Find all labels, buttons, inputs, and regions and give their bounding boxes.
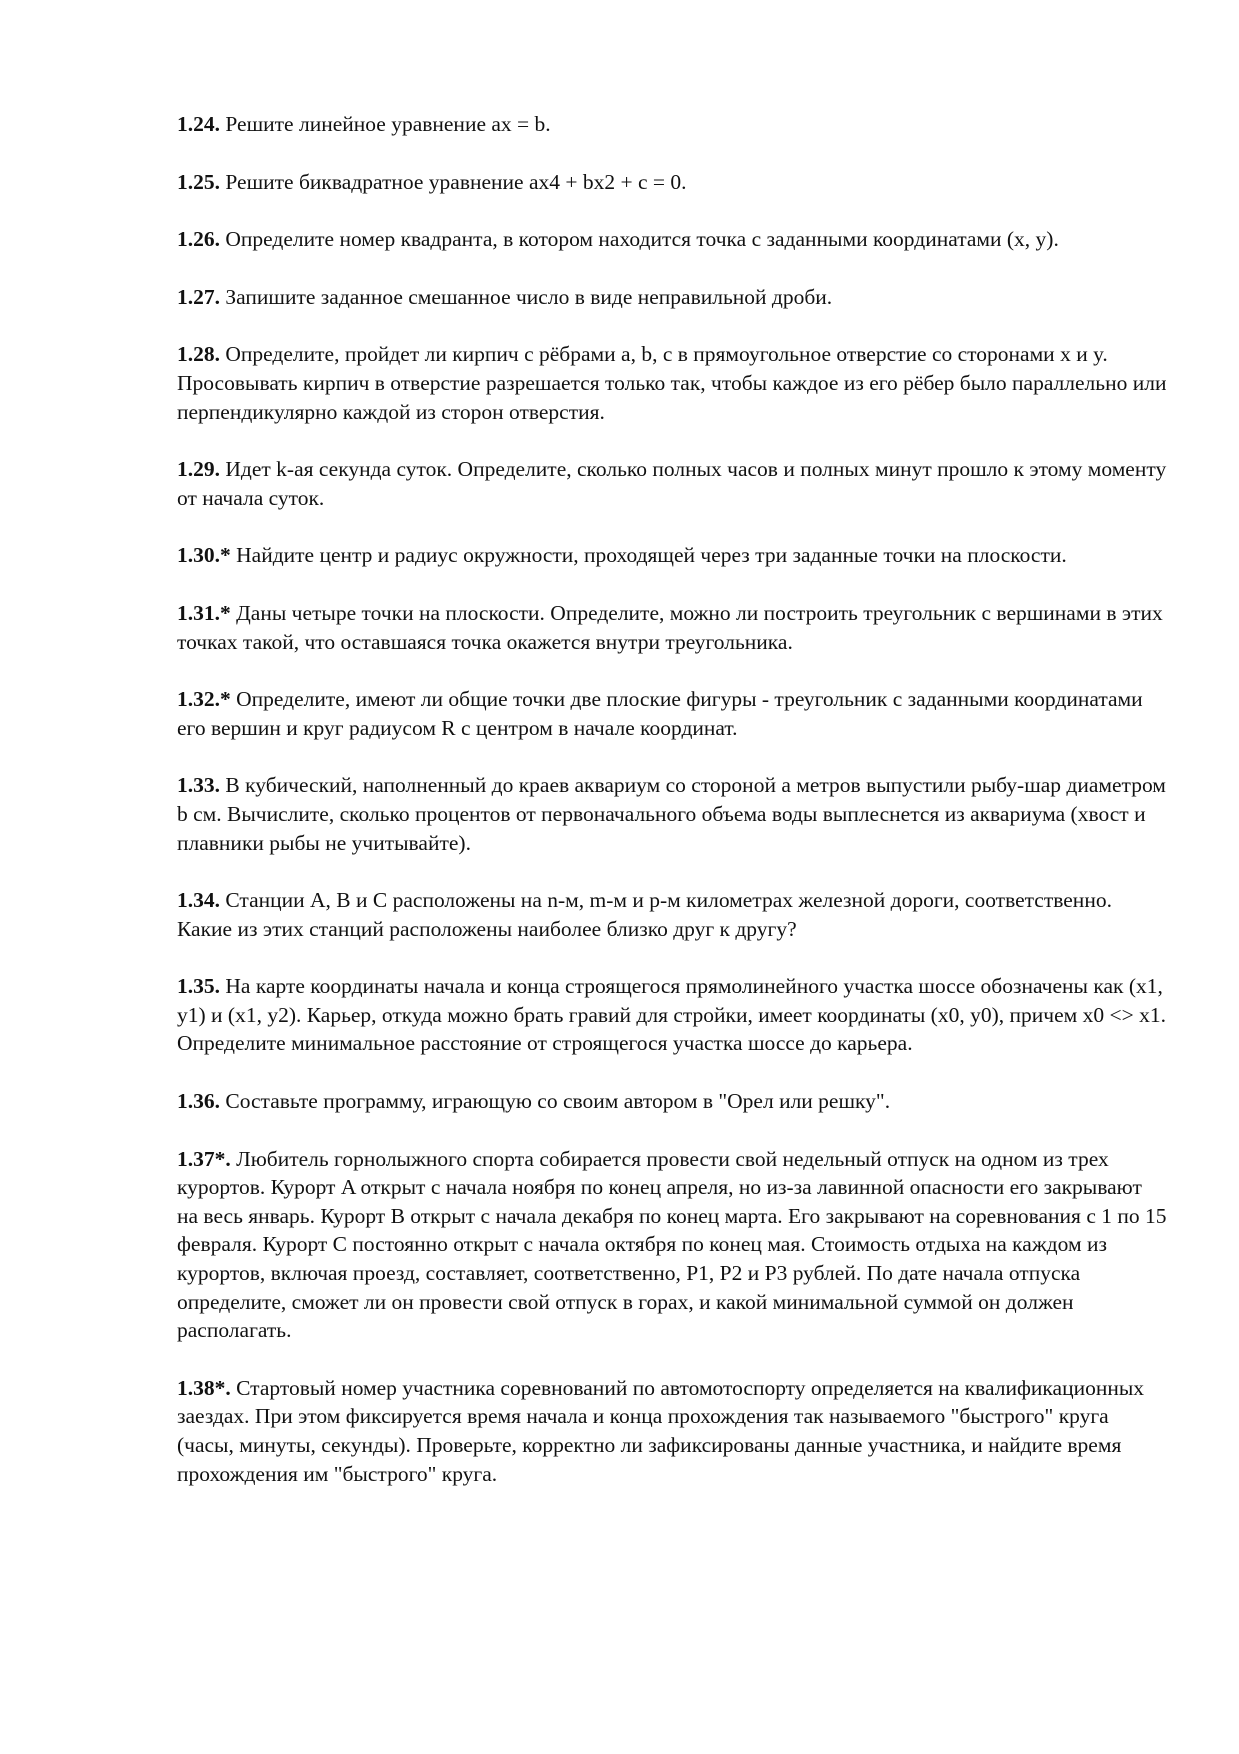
problem-number: 1.24. (177, 112, 220, 136)
problem-number: 1.38*. (177, 1375, 231, 1400)
problem-1-34 (177, 886, 1167, 943)
problem-text: Идет k-ая секунда суток. Определите, сколько полных часов и полных минут прошло к этому моменту от начала суток. (177, 457, 1167, 510)
problem-number: 1.29. (177, 457, 220, 482)
problem-1-36 (177, 1087, 1167, 1116)
problem-number: 1.36. (177, 1089, 220, 1114)
problem-text: Станции A, B и C расположены на n-м, m-м и p-м километрах железной дороги, соответственно. Какие из этих станций расположены наиболее близко друг к другу? (177, 888, 1112, 941)
problem-text: Определите номер квадранта, в котором находится точка с заданными координатами (x, y). (225, 227, 1059, 252)
problem-text: На карте координаты начала и конца строящегося прямолинейного участка шоссе обозначены как (x1, y1) и (x1, y2). Карьер, откуда можно брать гравий для стройки, имеет координаты (x0, y0), причем x0 <> x1. Определите минимальное расстояние от строящегося участка шоссе до карьера. (177, 974, 1166, 1056)
problem-1-28 (177, 340, 1167, 426)
problem-1-25 (177, 168, 1167, 197)
problem-text: Решите линейное уравнение ax = b. (225, 112, 551, 136)
problem-text: Стартовый номер участника соревнований по автомотоспорту определяется на квалификационных заездах. При этом фиксируется время начала и конца прохождения так называемого "быстрого" круга (часы, минуты, секунды). Проверьте, корректно ли зафиксированы данные участника, и найдите время прохождения им "быстрого" круга. (177, 1375, 1145, 1486)
problem-number: 1.33. (177, 773, 220, 798)
problem-text: Определите, имеют ли общие точки две плоские фигуры - треугольник с заданными координатами его вершин и круг радиусом R с центром в начале координат. (177, 687, 1143, 740)
problem-number: 1.34. (177, 888, 220, 913)
problem-1-27 (177, 283, 1167, 312)
document-page (177, 110, 1167, 1517)
problem-1-24 (177, 110, 1167, 139)
problem-number: 1.35. (177, 974, 220, 999)
problem-text: Запишите заданное смешанное число в виде неправильной дроби. (225, 284, 833, 309)
problem-1-31 (177, 599, 1167, 656)
problem-text: В кубический, наполненный до краев аквариум со стороной a метров выпустили рыбу-шар диаметром b см. Вычислите, сколько процентов от первоначального объема воды выплеснется из аквариума (хвост и плавники рыбы не учитывайте). (177, 773, 1166, 855)
problem-1-32 (177, 685, 1167, 742)
problem-number: 1.26. (177, 227, 220, 252)
problem-number: 1.37*. (177, 1146, 231, 1171)
problem-1-37 (177, 1145, 1167, 1345)
problem-text: Даны четыре точки на плоскости. Определите, можно ли построить треугольник с вершинами в этих точках такой, что оставшаяся точка окажется внутри треугольника. (177, 600, 1163, 654)
problem-number: 1.31.* (177, 600, 231, 625)
problem-text: Любитель горнолыжного спорта собирается провести свой недельный отпуск на одном из трех курортов. Курорт A открыт с начала ноября по конец апреля, но из-за лавинной опасности его закрывают на весь январь. Курорт B открыт с начала декабря по конец марта. Его закрывают на соревнования с 1 по 15 февраля. Курорт C постоянно открыт с начала октября по конец мая. Стоимость отдыха на каждом из курортов, включая проезд, составляет, соответственно, P1, P2 и P3 рублей. По дате начала отпуска определите, сможет ли он провести свой отпуск в горах, и какой минимальной суммой он должен располагать. (177, 1146, 1167, 1343)
problem-1-33 (177, 771, 1167, 857)
problem-text: Решите биквадратное уравнение ax4 + bx2 + c = 0. (225, 169, 687, 194)
problem-number: 1.28. (177, 342, 220, 367)
problem-text: Найдите центр и радиус окружности, проходящей через три заданные точки на плоскости. (236, 543, 1067, 568)
problem-1-29 (177, 455, 1167, 512)
problem-number: 1.27. (177, 284, 220, 309)
problem-text: Составьте программу, играющую со своим автором в "Орел или решку". (225, 1089, 891, 1114)
problem-1-30 (177, 541, 1167, 570)
problem-1-35 (177, 972, 1167, 1058)
problem-number: 1.30.* (177, 543, 231, 568)
problem-number: 1.32.* (177, 687, 231, 712)
problem-number: 1.25. (177, 169, 220, 194)
problem-1-38 (177, 1374, 1167, 1488)
problem-1-26 (177, 225, 1167, 254)
problem-text: Определите, пройдет ли кирпич с рёбрами a, b, c в прямоугольное отверстие со сторонами x и y. Просовывать кирпич в отверстие разрешается только так, чтобы каждое из его рёбер было параллельно или перпендикулярно каждой из сторон отверстия. (177, 342, 1167, 424)
